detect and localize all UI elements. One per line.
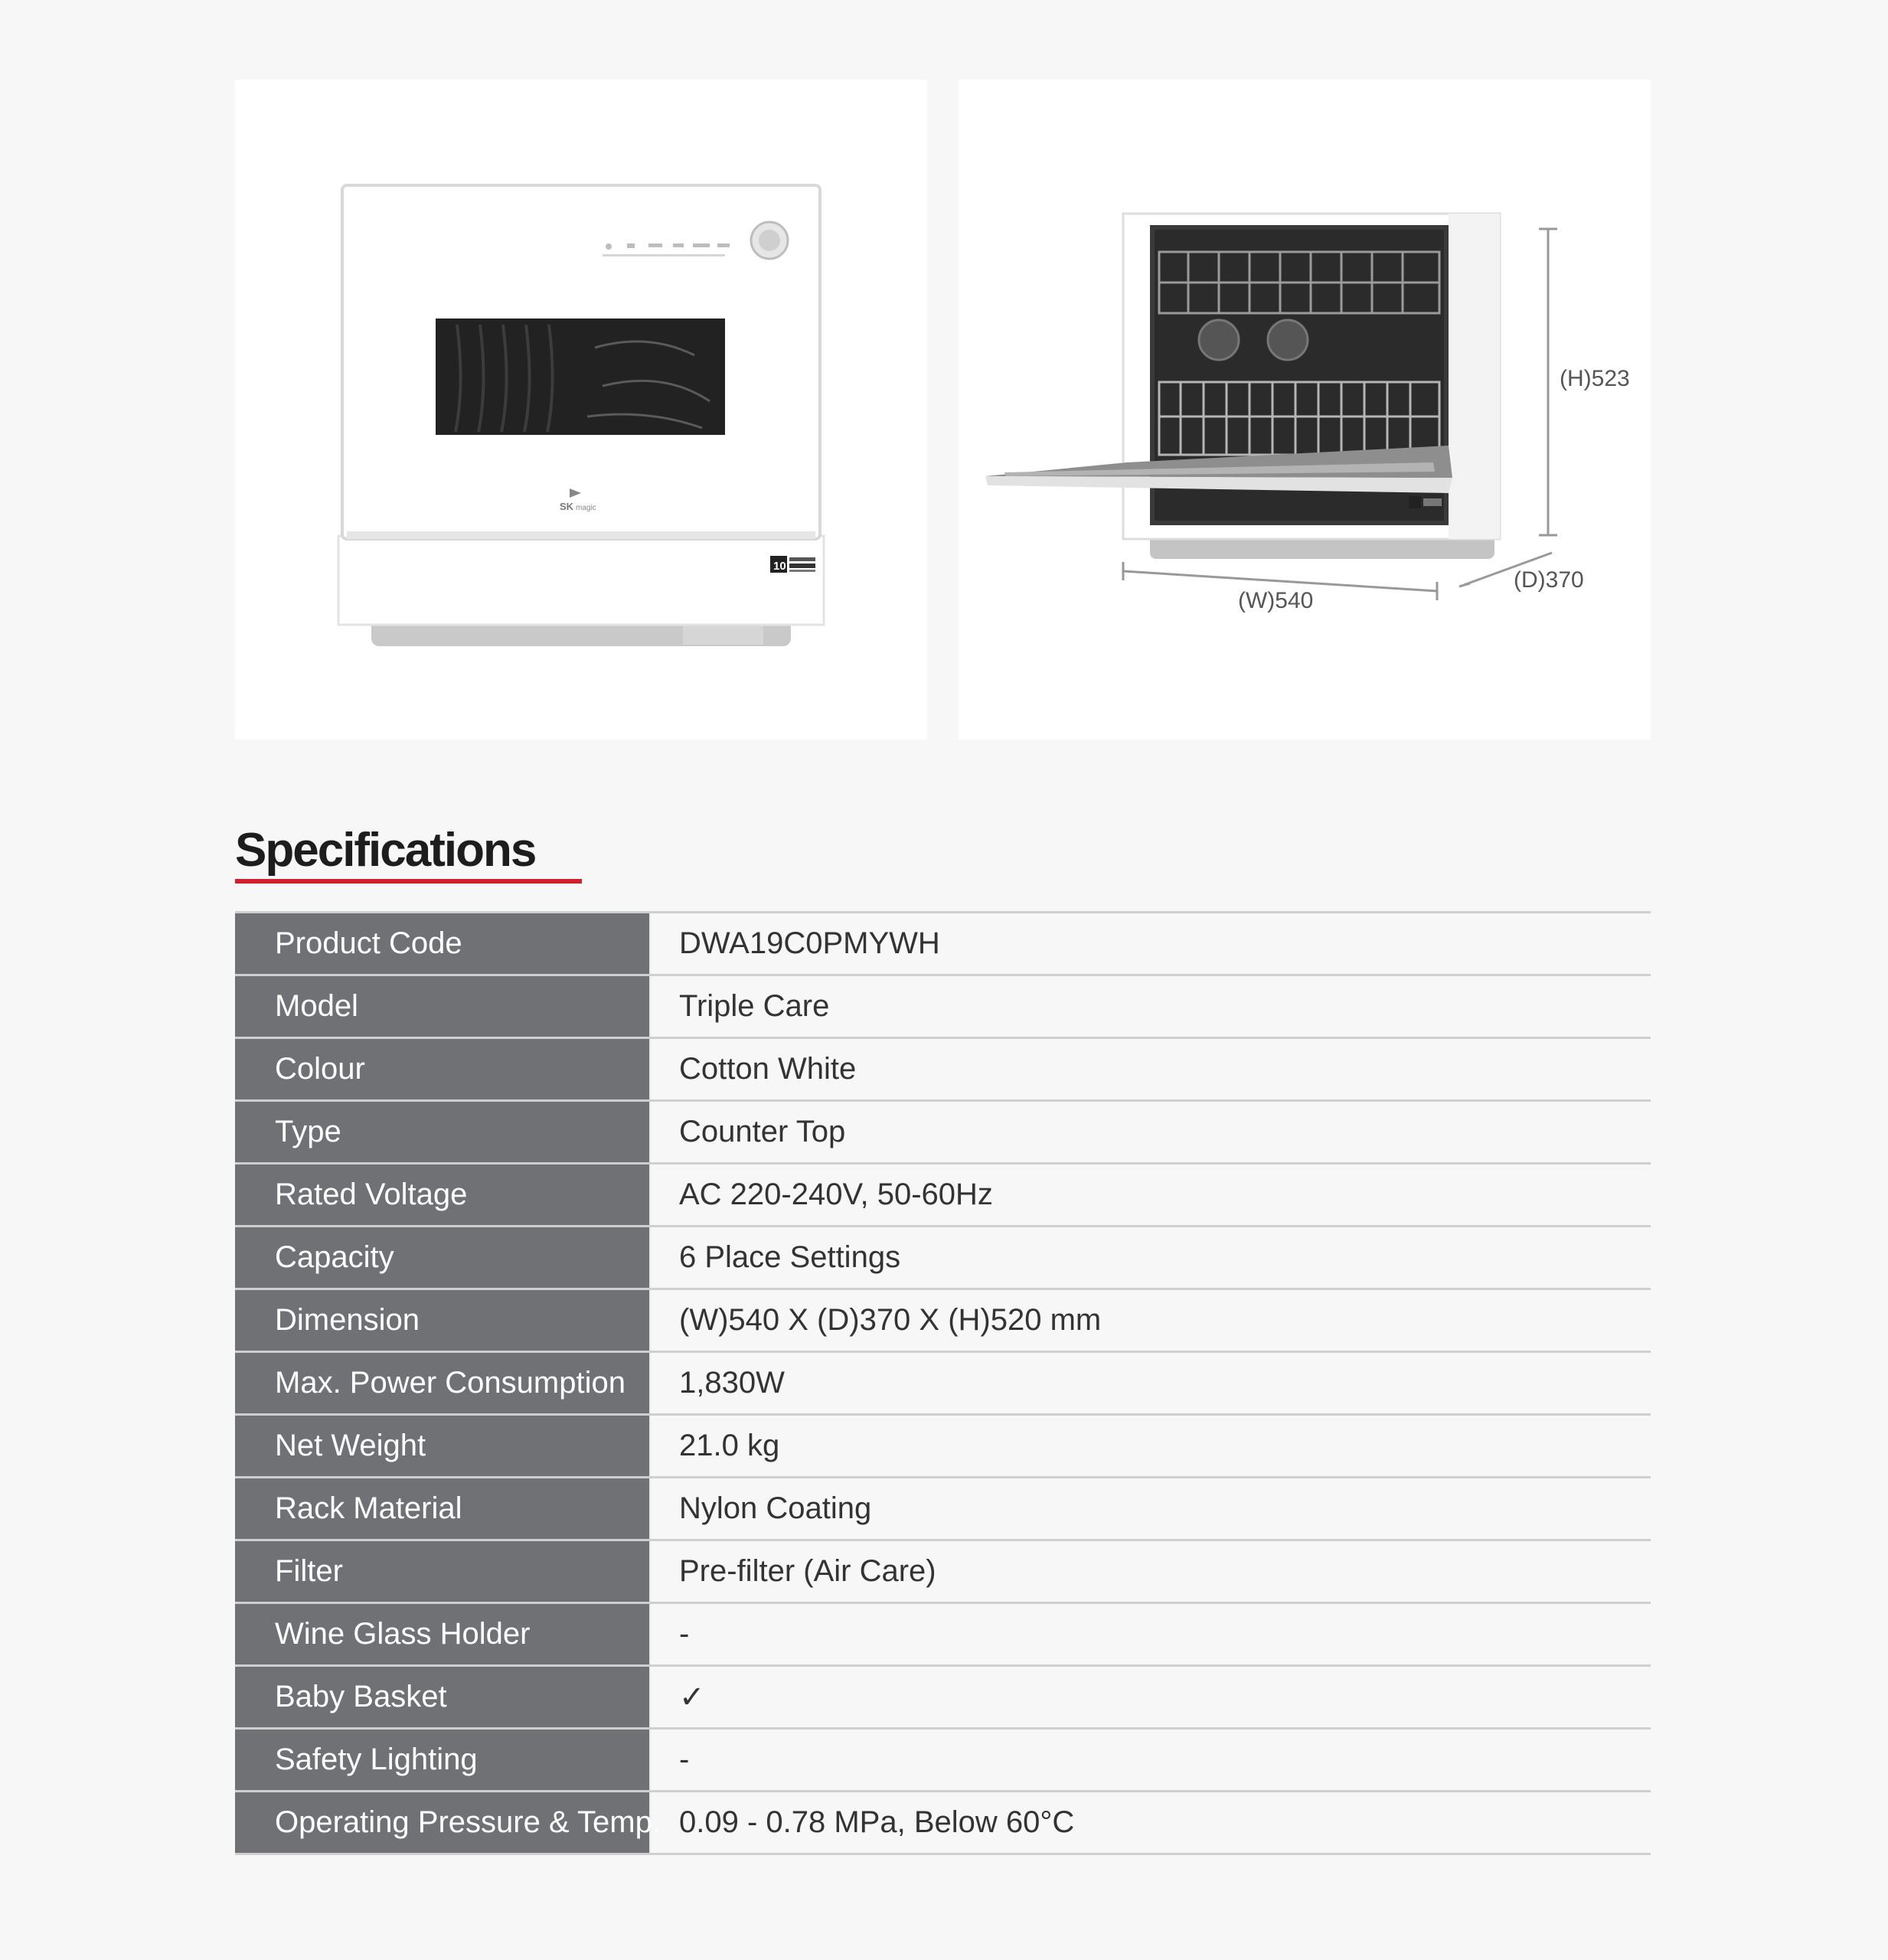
door-window [436, 318, 725, 435]
spec-label: Filter [235, 1541, 651, 1602]
spec-row-rated-voltage [235, 1165, 1651, 1227]
spec-label: Baby Basket [235, 1667, 651, 1727]
spec-label: Colour [235, 1039, 651, 1099]
spec-label: Wine Glass Holder [235, 1604, 651, 1664]
spec-row-product-code [235, 913, 1651, 976]
spec-value: 21.0 kg [679, 1429, 780, 1462]
spec-value: Nylon Coating [679, 1491, 872, 1525]
product-dimension-image [959, 80, 1651, 740]
heading-underline [235, 879, 582, 884]
spec-row-filter [235, 1541, 1651, 1604]
specifications-table [235, 911, 1651, 1855]
specifications-heading: Specifications [235, 824, 536, 877]
spec-value: 0.09 - 0.78 MPa, Below 60°C [679, 1805, 1075, 1839]
spec-label: Rack Material [235, 1478, 651, 1539]
spec-value: (W)540 X (D)370 X (H)520 mm [679, 1303, 1102, 1337]
spec-label: Net Weight [235, 1416, 651, 1476]
svg-text:magic: magic [576, 504, 596, 512]
height-dimension-label: (H)523 [1560, 366, 1630, 391]
spec-row-rack-material [235, 1478, 1651, 1541]
spec-value: - [679, 1743, 690, 1776]
width-dimension-label: (W)540 [1238, 588, 1314, 613]
height-dimension-line [1539, 229, 1557, 535]
spec-value: AC 220-240V, 50-60Hz [679, 1178, 993, 1211]
spec-label: Capacity [235, 1227, 651, 1288]
spec-value: Triple Care [679, 989, 830, 1023]
warranty-badge [770, 556, 815, 573]
product-front-image [235, 80, 927, 740]
depth-dimension-label: (D)370 [1514, 567, 1584, 593]
spec-label: Safety Lighting [235, 1730, 651, 1790]
spec-value: 1,830W [679, 1366, 785, 1400]
spec-label: Model [235, 976, 651, 1037]
spec-row-colour [235, 1039, 1651, 1102]
spec-label: Rated Voltage [235, 1165, 651, 1225]
spec-row-dimension [235, 1290, 1651, 1353]
spec-row-capacity [235, 1227, 1651, 1290]
svg-text:10: 10 [773, 560, 786, 573]
spec-row-baby-basket [235, 1667, 1651, 1730]
spec-label: Product Code [235, 913, 651, 974]
spec-row-net-weight [235, 1416, 1651, 1478]
spec-label: Dimension [235, 1290, 651, 1351]
spec-value: - [679, 1617, 690, 1651]
dishwasher-lower-body [338, 536, 824, 625]
spec-value: Cotton White [679, 1052, 857, 1086]
spec-value: Pre-filter (Air Care) [679, 1554, 936, 1588]
svg-text:SK: SK [560, 501, 574, 512]
spec-row-type [235, 1102, 1651, 1165]
spec-label: Operating Pressure & Temp. [235, 1792, 651, 1853]
spec-value: 6 Place Settings [679, 1240, 901, 1274]
spec-row-wine-glass-holder [235, 1604, 1651, 1667]
spec-row-safety-lighting [235, 1730, 1651, 1792]
spec-row-max-power-consumption [235, 1353, 1651, 1416]
spec-value: ✓ [679, 1680, 705, 1714]
spec-label: Type [235, 1102, 651, 1162]
spec-row-operating-pressure-temp [235, 1792, 1651, 1855]
spec-label: Max. Power Consumption [235, 1353, 651, 1413]
dishwasher-dimension-illustration [959, 80, 1651, 740]
spec-row-model [235, 976, 1651, 1039]
dishwasher-front-illustration [235, 80, 927, 740]
spec-value: DWA19C0PMYWH [679, 926, 940, 960]
spec-value: Counter Top [679, 1115, 846, 1148]
